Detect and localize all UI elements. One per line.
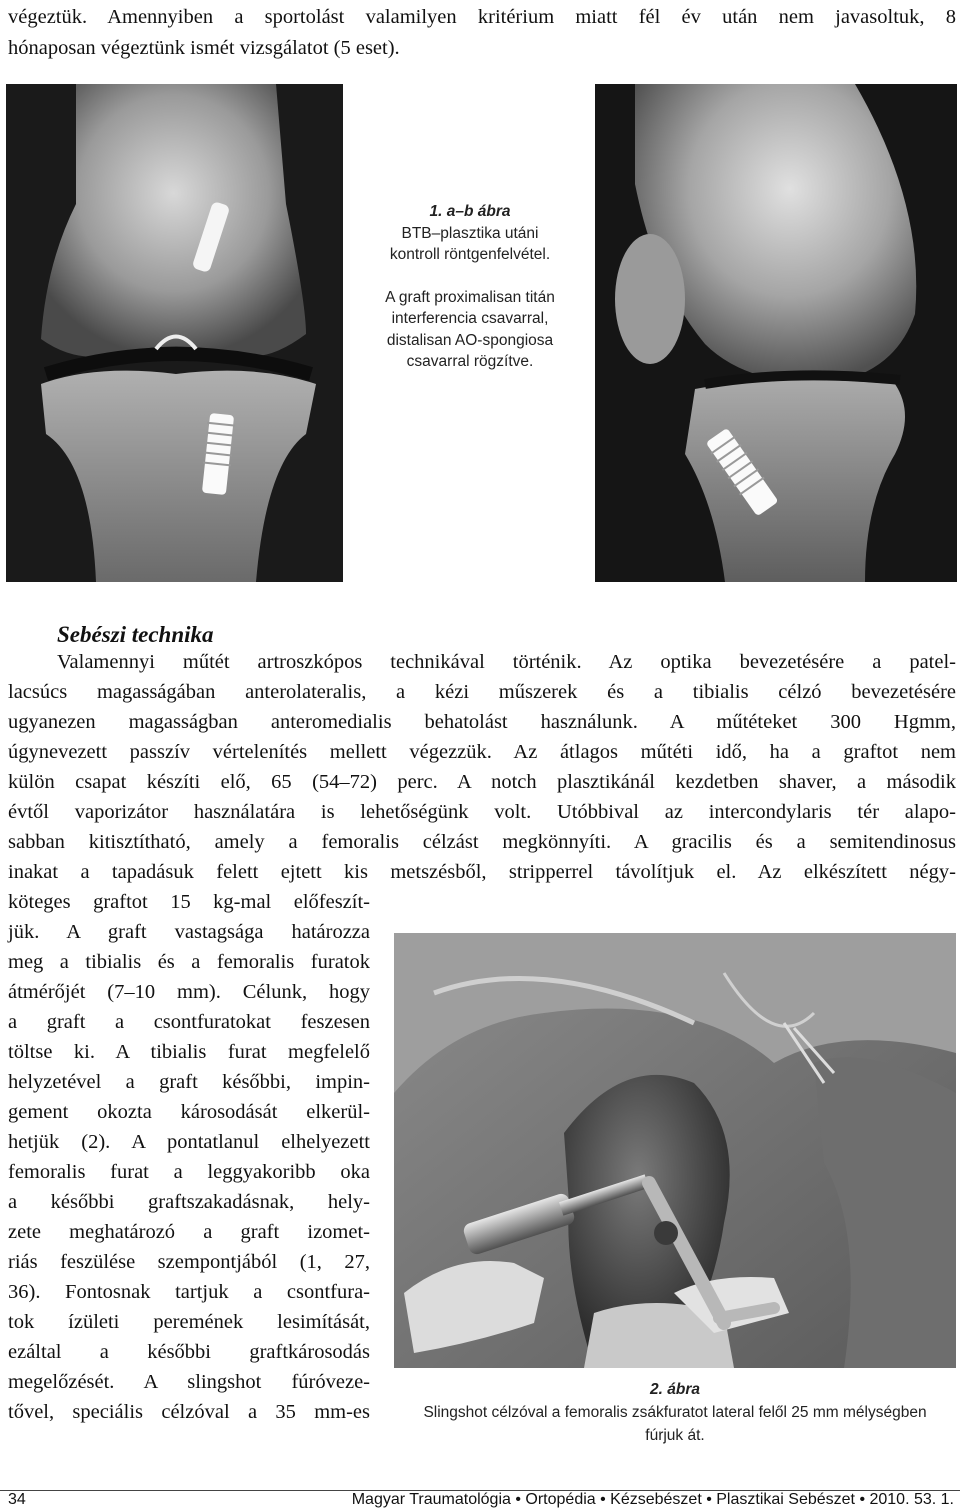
body-line: ugyanezen magasságban anteromedialis behatolást használunk. A műtéteket 300 Hgmm,	[8, 711, 956, 733]
column-line: jük. A graft vastagsága határozza	[8, 921, 370, 943]
body-line: lacsúcs magasságában anterolateralis, a kézi műszerek és a tibialis célzó bevezetésére	[8, 681, 956, 703]
column-line: a későbbi graftszakadásnak, hely-	[8, 1191, 370, 1213]
page-number: 34	[8, 1491, 26, 1508]
caption-line: fúrjuk át.	[645, 1427, 705, 1444]
caption-line: kontroll röntgenfelvétel.	[389, 246, 551, 263]
body-line: évtől vaporizátor használatára is lehetőségünk volt. Utóbbival az intercondylaris tér alapo-	[8, 801, 956, 823]
column-line: riás feszülése szempontjából (1, 27,	[8, 1251, 370, 1273]
xray-lateral-view-image	[595, 84, 957, 582]
column-line: 36). Fontosnak tartjuk a csontfura-	[8, 1281, 370, 1303]
caption-line: A graft proximalisan titán	[385, 288, 555, 306]
column-line: megelőzését. A slingshot fúróveze-	[8, 1371, 370, 1393]
column-line: köteges graftot 15 kg-mal előfeszít-	[8, 891, 370, 913]
xray-ap-view-image	[6, 84, 343, 582]
body-line: úgynevezett passzív vértelenítés mellett végezzük. Az átlagos műtéti idő, ha a graftot nem	[8, 741, 956, 763]
column-line: femoralis furat a leggyakoribb oka	[8, 1161, 370, 1183]
caption-line: distalisan AO-spongiosa	[386, 331, 554, 349]
column-line: tővel, speciális célzóval a 35 mm-es	[8, 1401, 370, 1423]
column-line: meg a tibialis és a femoralis furatok	[8, 951, 370, 973]
caption-line: BTB–plasztika utáni	[401, 224, 539, 242]
column-line: a graft a csontfuratokat feszesen	[8, 1011, 370, 1033]
intro-paragraph	[8, 2, 956, 64]
column-line: ezáltal a későbbi graftkárosodás	[8, 1341, 370, 1363]
column-line: átmérőjét (7–10 mm). Célunk, hogy	[8, 981, 370, 1003]
journal-citation: Magyar Traumatológia • Ortopédia • Kézsebészet • Plasztikai Sebészet • 2010. 53. 1.	[351, 1491, 954, 1508]
body-line: inakat a tapadásuk felett ejtett kis metszésből, stripperrel távolítjuk el. Az elkészített négy-	[8, 861, 956, 883]
column-line: zete meghatározó a graft izomet-	[8, 1221, 370, 1243]
caption-line: interferencia csavarral,	[391, 310, 549, 327]
column-line: helyzetével a graft későbbi, impin-	[8, 1071, 370, 1093]
column-line: töltse ki. A tibialis furat megfelelő	[8, 1041, 370, 1063]
body-line: sabban kitisztítható, amely a femoralis célzást megkönnyíti. A gracilis és a semitendinosus	[8, 831, 956, 853]
figure-2-caption	[392, 1378, 958, 1447]
caption-line: Slingshot célzóval a femoralis zsákfuratot lateral felől 25 mm mélységben	[423, 1404, 927, 1421]
caption-line: csavarral rögzítve.	[406, 353, 534, 370]
intro-line: végeztük. Amennyiben a sportolást valamilyen kritérium miatt fél év után nem javasoltuk, 8	[8, 6, 956, 28]
section-heading: Sebészi technika	[57, 622, 214, 647]
figure-1-title: 1. a–b ábra	[429, 203, 511, 220]
body-line: Valamennyi műtét artroszkópos technikával történik. Az optika bevezetésére a patel-	[57, 651, 956, 673]
figure-1-caption	[345, 201, 595, 373]
surgical-photo-image	[394, 933, 956, 1368]
body-line: külön csapat készíti elő, 65 (54–72) perc. A notch plasztikánál kezdetben shaver, a második	[8, 771, 956, 793]
figure-2-title: 2. ábra	[650, 1381, 700, 1398]
column-line: hetjük (2). A pontatlanul elhelyezett	[8, 1131, 370, 1153]
column-line: gement okozta károsodását elkerül-	[8, 1101, 370, 1123]
column-line: tok ízületi peremének lesimítását,	[8, 1311, 370, 1333]
intro-line: hónaposan végeztünk ismét vizsgálatot (5 eset).	[8, 37, 400, 59]
